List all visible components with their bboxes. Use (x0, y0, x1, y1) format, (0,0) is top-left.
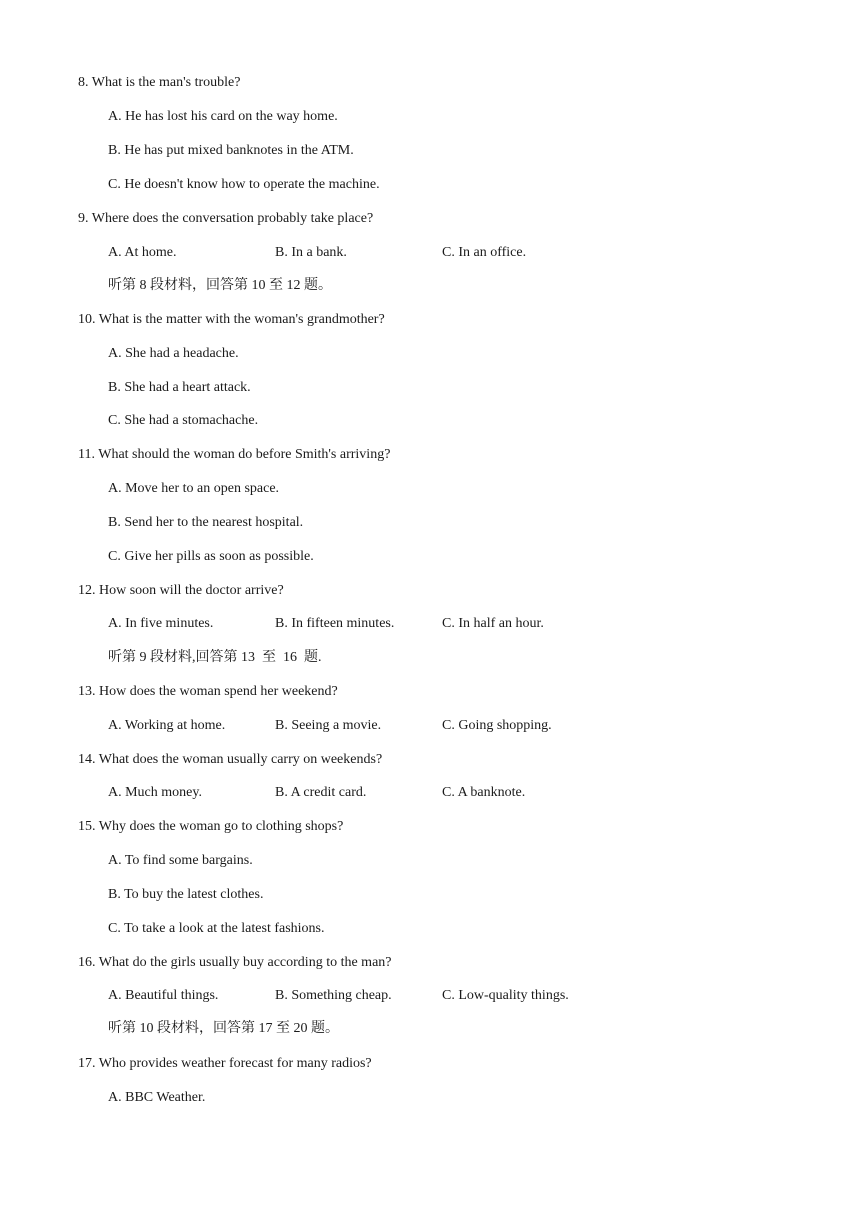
question-8-option-c: C. He doesn't know how to operate the machine. (108, 177, 380, 192)
question-15-option-c: C. To take a look at the latest fashions. (108, 921, 325, 936)
question-16-option-b: B. Something cheap. (275, 988, 392, 1003)
question-16-option-c: C. Low-quality things. (442, 988, 569, 1003)
question-11-option-a: A. Move her to an open space. (108, 481, 280, 496)
question-16-option-a: A. Beautiful things. (108, 988, 219, 1003)
question-8-option-b: B. He has put mixed banknotes in the ATM. (108, 143, 354, 158)
question-11-option-c: C. Give her pills as soon as possible. (108, 549, 314, 564)
question-17-option-a: A. BBC Weather. (108, 1090, 206, 1105)
question-8: 8. What is the man's trouble? (78, 75, 241, 90)
section-instruction-10: 听第 10 段材料，回答第 17 至 20 题。 (108, 1021, 339, 1036)
section-instruction-9: 听第 9 段材料,回答第 13 至 16 题. (108, 650, 322, 665)
question-14-option-c: C. A banknote. (442, 785, 526, 800)
question-14-option-b: B. A credit card. (275, 785, 367, 800)
question-12-option-b: B. In fifteen minutes. (275, 616, 395, 631)
question-13-option-b: B. Seeing a movie. (275, 718, 382, 733)
question-9-option-c: C. In an office. (442, 245, 527, 260)
question-13-option-a: A. Working at home. (108, 718, 226, 733)
question-10-option-c: C. She had a stomachache. (108, 413, 259, 428)
question-11-option-b: B. Send her to the nearest hospital. (108, 515, 304, 530)
question-10-option-b: B. She had a heart attack. (108, 380, 251, 395)
question-17: 17. Who provides weather forecast for many radios? (78, 1056, 372, 1071)
question-11: 11. What should the woman do before Smith's arriving? (78, 447, 391, 462)
question-12: 12. How soon will the doctor arrive? (78, 583, 284, 598)
question-12-option-a: A. In five minutes. (108, 616, 214, 631)
question-12-option-c: C. In half an hour. (442, 616, 544, 631)
question-9-option-a: A. At home. (108, 245, 177, 260)
question-13: 13. How does the woman spend her weekend? (78, 684, 338, 699)
question-14: 14. What does the woman usually carry on weekends? (78, 752, 383, 767)
question-13-option-c: C. Going shopping. (442, 718, 552, 733)
question-9-option-b: B. In a bank. (275, 245, 347, 260)
question-15-option-a: A. To find some bargains. (108, 853, 253, 868)
section-instruction-8: 听第 8 段材料，回答第 10 至 12 题。 (108, 278, 332, 293)
question-15-option-b: B. To buy the latest clothes. (108, 887, 264, 902)
question-10-option-a: A. She had a headache. (108, 346, 239, 361)
question-8-option-a: A. He has lost his card on the way home. (108, 109, 338, 124)
question-9: 9. Where does the conversation probably take place? (78, 211, 374, 226)
question-10: 10. What is the matter with the woman's grandmother? (78, 312, 385, 327)
question-14-option-a: A. Much money. (108, 785, 202, 800)
question-16: 16. What do the girls usually buy according to the man? (78, 955, 392, 970)
question-15: 15. Why does the woman go to clothing shops? (78, 819, 344, 834)
